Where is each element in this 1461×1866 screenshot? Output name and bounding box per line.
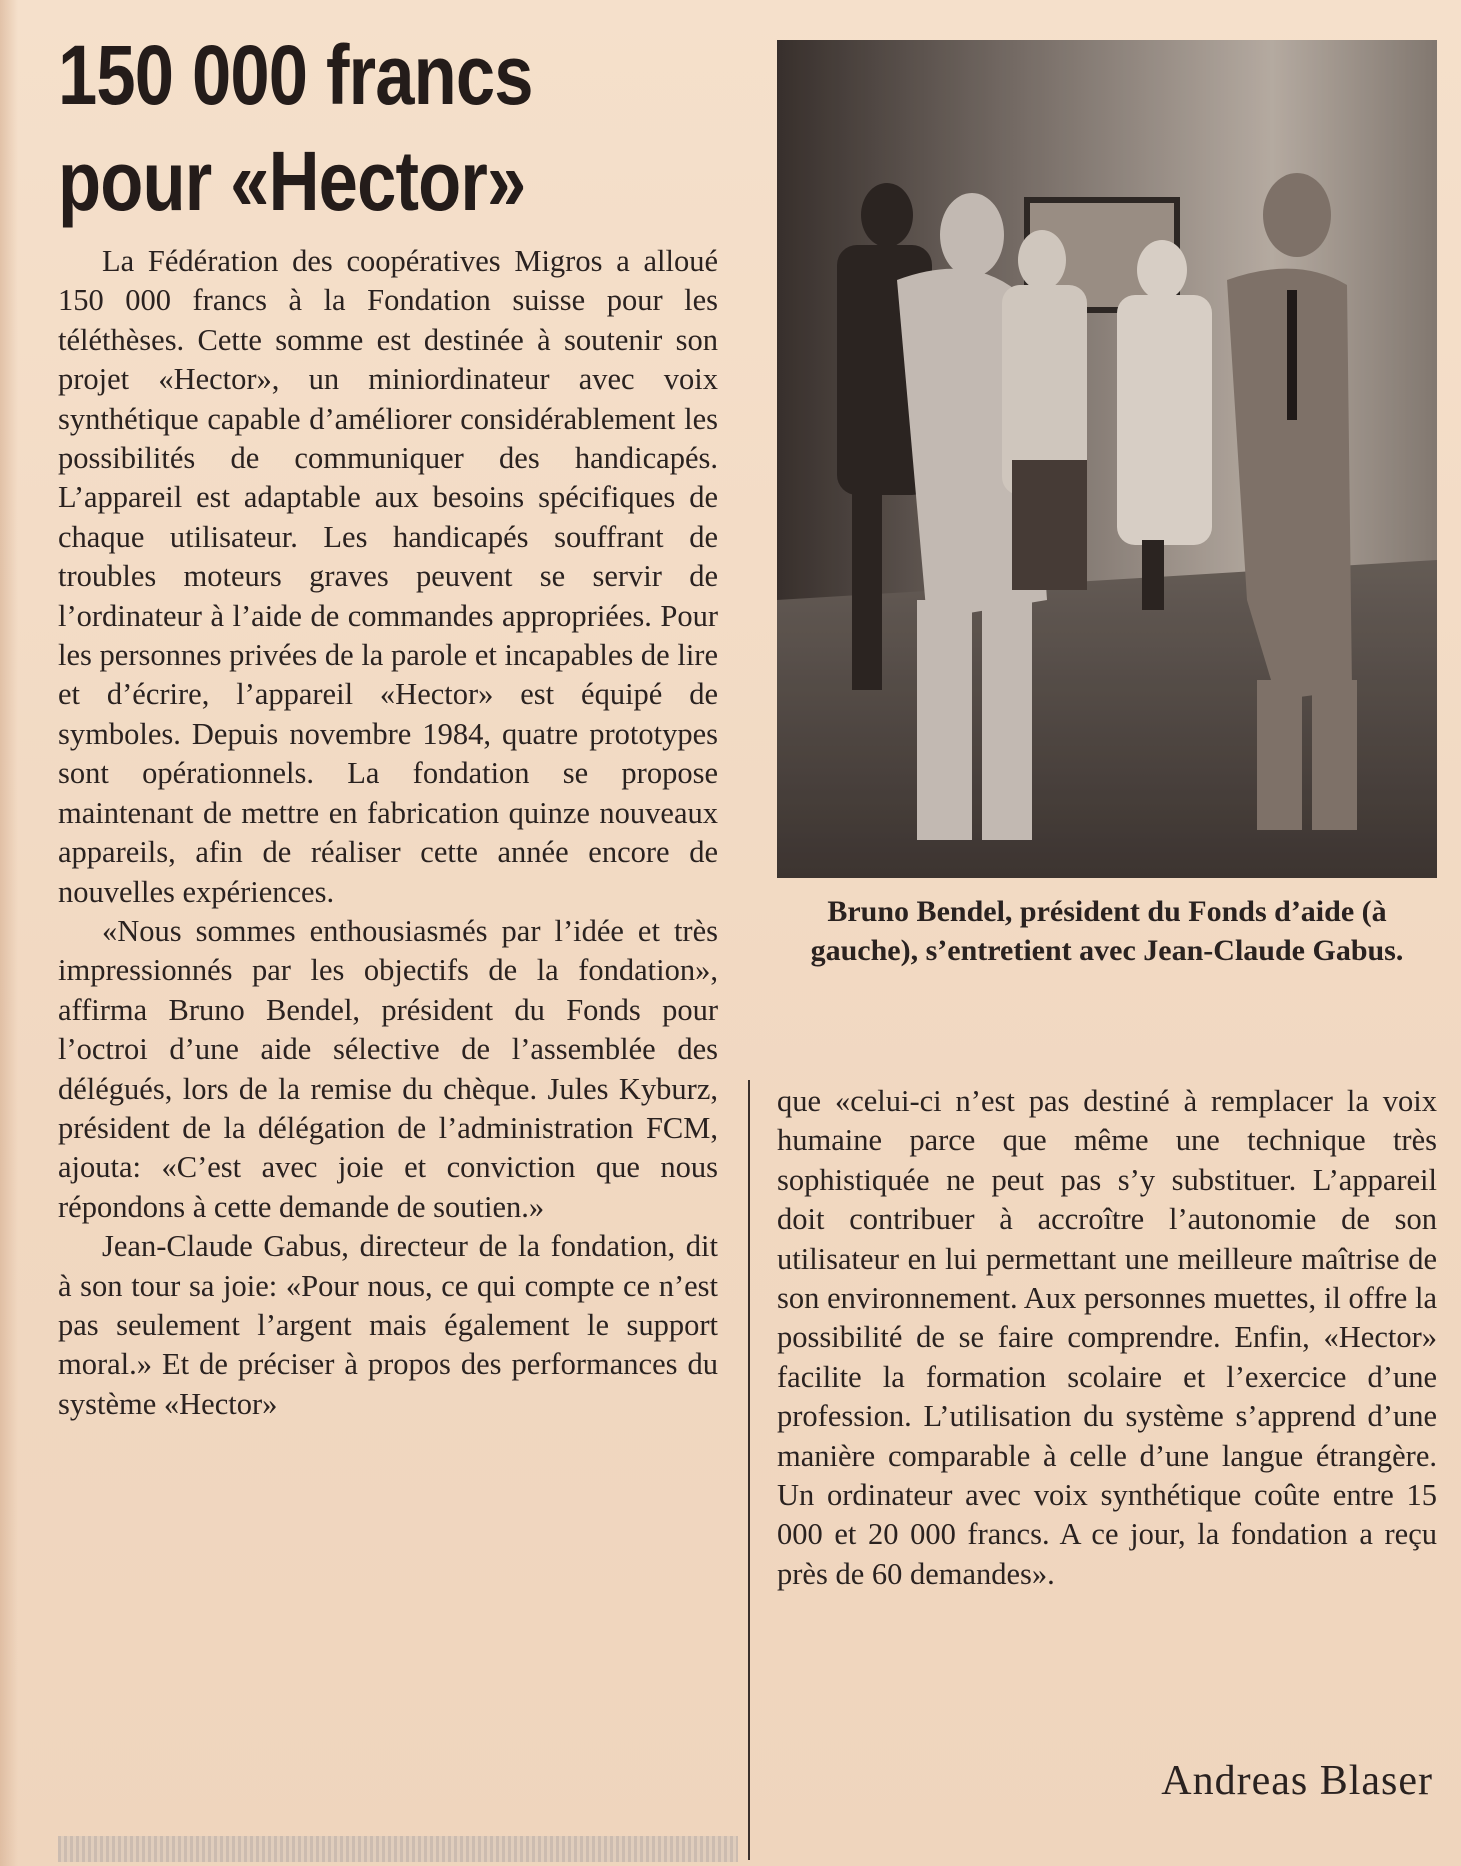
column-divider (748, 1080, 750, 1860)
article-headline: 150 000 francs pour «Hector» (58, 28, 533, 228)
paper-edge (0, 0, 18, 1866)
article-photo (777, 40, 1437, 878)
photo-caption: Bruno Bendel, président du Fonds d’aide (à gauche), s’entretient avec Jean-Claude Gabus. (810, 895, 1404, 967)
article-column-right (777, 1082, 1437, 1594)
paragraph: «Nous sommes enthousiasmés par l’idée et très impressionnés par les objectifs de la fondation», affirma Bruno Bendel, président du Fonds pour l’octroi d’une aide sélective de l’assemblée des délégués, lors de la remise du chèque. Jules Kyburz, président de la délégation de l’administration FCM, ajouta: «C’est avec joie et conviction que nous répondons à cette demande de soutien.» (58, 913, 718, 1224)
photo-image (777, 40, 1437, 878)
article-column-left (58, 242, 718, 1424)
author-byline: Andreas Blaser (1161, 1758, 1433, 1804)
paragraph: La Fédération des coopératives Migros a alloué 150 000 francs à la Fondation suisse pour les téléthèses. Cette somme est destinée à soutenir son projet «Hector», un miniordinateur avec voix synthétique capable d’améliorer considérablement les possibilités de communiquer des handicapés. L’appareil est adaptable aux besoins spécifiques de chaque utilisateur. Les handicapés souffrant de troubles moteurs graves peuvent se servir de l’ordinateur à l’aide de commandes appropriées. Pour les personnes privées de la parole et incapables de lire et d’écrire, l’appareil «Hector» est équipé de symboles. Depuis novembre 1984, quatre prototypes sont opérationnels. La fondation se propose maintenant de mettre en fabrication quinze nouveaux appareils, afin de réaliser cette année encore de nouvelles expériences. (58, 244, 718, 909)
paragraph: que «celui-ci n’est pas destiné à remplacer la voix humaine parce que même une technique très sophistiquée ne peut pas s’y substituer. L’appareil doit contribuer à accroître l’autonomie de son utilisateur en lui permettant une meilleure maîtrise de son environnement. Aux personnes muettes, il offre la possibilité de se faire comprendre. Enfin, «Hector» facilite la formation scolaire et l’exercice d’une profession. L’utilisation du système s’apprend d’une manière comparable à celle d’une langue étrangère. Un ordinateur avec voix synthétique coûte entre 15 000 et 20 000 francs. A ce jour, la fondation a reçu près de 60 demandes». (777, 1084, 1437, 1591)
paragraph: Jean-Claude Gabus, directeur de la fondation, dit à son tour sa joie: «Pour nous, ce qui compte ce n’est pas seulement l’argent mais également le support moral.» Et de préciser à propos des performances du système «Hector» (58, 1229, 718, 1421)
adjacent-article-edge (58, 1836, 738, 1862)
